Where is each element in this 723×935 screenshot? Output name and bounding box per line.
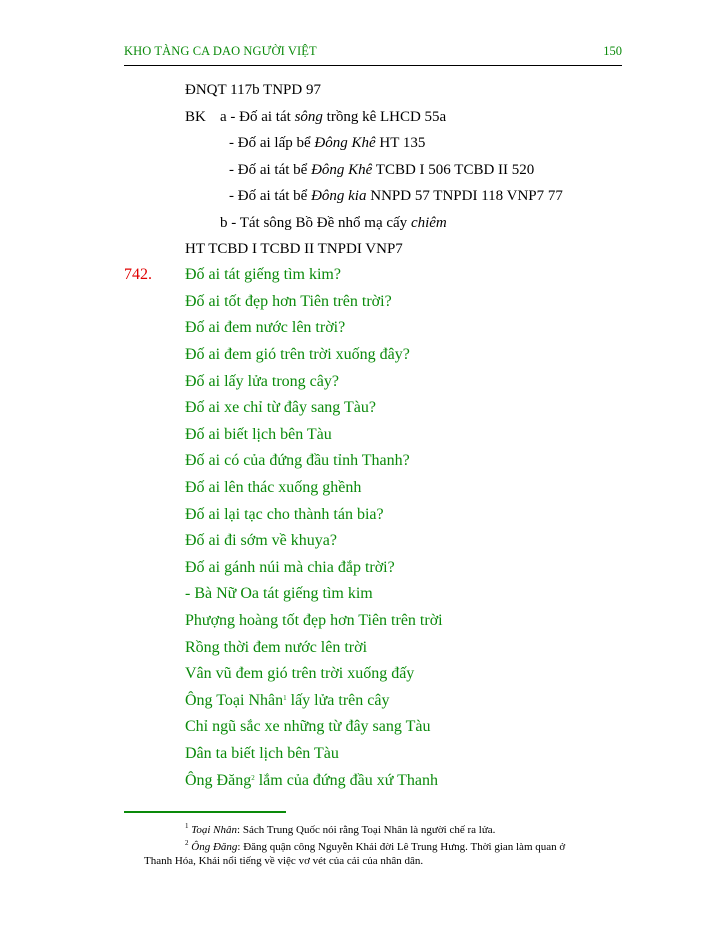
poem-line: Dân ta biết lịch bên Tàu [185,745,339,762]
poem-line: Đố ai lên thác xuống ghềnh [185,479,362,496]
footnote-ref-1[interactable]: 1 [283,694,287,702]
page-number: 150 [603,44,622,58]
ref-line-bk-label: BK [185,109,206,125]
poem-line: Đố ai gánh núi mà chia đắp trời? [185,559,395,576]
footnote-1: $^1$ Toại Nhân: Sách Trung Quốc nói rằng Toại Nhân là người chế ra lửa. [185,822,496,836]
poem-line: Đố ai tát giếng tìm kim? [185,266,341,283]
footnote-ref-2[interactable]: 2 [251,774,255,782]
poem-line: Ông Toại Nhân$^1$ lấy lửa trên cây [185,692,390,709]
poem-line: Đố ai lấy lửa trong cây? [185,373,339,390]
poem-line: Ông Đăng$^2$ lắm của đứng đầu xứ Thanh [185,772,438,789]
poem-line: Đố ai có của đứng đầu tỉnh Thanh? [185,452,410,469]
ref-line-5: - Đố ai tát bể Đông kia NNPD 57 TNPDI 118 VNP7 77 [229,188,563,204]
poem-line: Rồng thời đem nước lên trời [185,639,368,656]
ref-line-2: a - Đố ai tát sông trồng kê LHCD 55a [220,109,447,125]
page-header [124,43,622,66]
footnote-2-continued: Thanh Hóa, Khải nổi tiếng về việc vơ vét của cải của nhân dân. [144,855,424,867]
poem-line: Phượng hoàng tốt đẹp hơn Tiên trên trời [185,612,443,629]
poem-line: Đố ai đem gió trên trời xuống đây? [185,346,410,363]
poem-line: - Bà Nữ Oa tát giếng tìm kim [185,585,373,602]
footnote-2: $^2$ Ông Đăng: Đăng quận công Nguyễn Khải đời Lê Trung Hưng. Thời gian làm quan ở [185,839,566,853]
ref-line-1: ĐNQT 117b TNPD 97 [185,82,321,98]
footnote-divider [124,811,286,813]
ref-line-3: - Đố ai lấp bể Đông Khê HT 135 [229,135,426,151]
book-title: KHO TÀNG CA DAO NGƯỜI VIỆT [124,44,317,58]
ref-line-7: HT TCBD I TCBD II TNPDI VNP7 [185,241,403,257]
poem-line: Vân vũ đem gió trên trời xuống đấy [185,665,415,682]
poem-line: Đố ai lại tạc cho thành tán bia? [185,506,384,523]
poem-line: Đố ai đi sớm về khuya? [185,532,337,549]
ref-line-4: - Đố ai tát bể Đông Khê TCBD I 506 TCBD II 520 [229,162,535,178]
poem-line: Đố ai đem nước lên trời? [185,319,346,336]
poem-number: 742. [124,266,152,283]
poem-line: Chỉ ngũ sắc xe những từ đây sang Tàu [185,718,431,735]
poem-line: Đố ai tốt đẹp hơn Tiên trên trời? [185,293,392,310]
ref-line-6: b - Tát sông Bồ Đề nhổ mạ cấy chiêm [220,215,447,231]
poem-line: Đố ai xe chỉ từ đây sang Tàu? [185,399,376,416]
poem-line: Đố ai biết lịch bên Tàu [185,426,332,443]
